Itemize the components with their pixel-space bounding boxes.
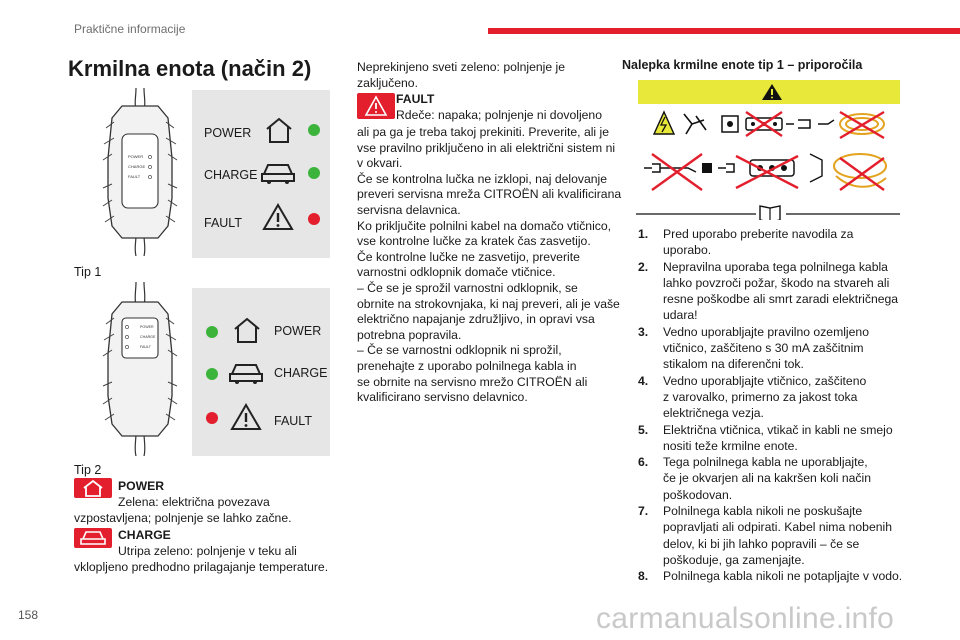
paragraph-line: kvalificirano servisno delavnico. <box>357 390 528 405</box>
paragraph-line: Ko priključite polnilni kabel na domačo vtičnico, <box>357 218 612 233</box>
paragraph-line: vse kontrolne lučke za kratek čas zasvetijo. <box>357 234 591 249</box>
panel-label-charge: CHARGE <box>274 366 328 380</box>
list-item: 4. Vedno uporabljajte vtičnico, zaščiteno z varovalko, primerno za jakost toka električnega vezja. <box>638 373 867 421</box>
car-icon <box>228 360 264 386</box>
sticker-pictograms <box>622 80 900 220</box>
figure-type2 <box>74 282 330 456</box>
section-title: Praktične informacije <box>74 22 186 36</box>
power-light <box>206 326 218 338</box>
power-text-line2: vzpostavljena; polnjenje se lahko začne. <box>74 511 292 525</box>
page-number: 158 <box>18 608 39 622</box>
panel-label-fault: FAULT <box>204 216 242 230</box>
sticker-illustration <box>622 80 900 220</box>
indicator-panel-type2 <box>192 288 330 456</box>
power-text-line1: Zelena: električna povezava <box>118 495 270 509</box>
unit-label-charge: CHARGE <box>140 335 156 339</box>
paragraph-line: varnostni odklopnik domače vtičnice. <box>357 265 556 280</box>
fault-light <box>308 213 320 225</box>
indicator-panel-type1 <box>192 90 330 258</box>
fault-text-line1: Rdeče: napaka; polnjenje ni dovoljeno <box>396 108 602 122</box>
list-item: 1. Pred uporabo preberite navodila za uporabo. <box>638 227 854 258</box>
charge-text-line1: Utripa zeleno: polnjenje v teku ali <box>118 544 297 558</box>
fault-light <box>206 412 218 424</box>
type2-label: Tip 2 <box>74 463 102 477</box>
warning-triangle-icon <box>262 202 294 232</box>
paragraph-line: preveri servisna mreža CITROËN ali kvalificirana <box>357 187 622 202</box>
panel-label-power: POWER <box>204 126 252 140</box>
list-item: 5. Električna vtičnica, vtikač in kabli ne smejo nositi teže krmilne enote. <box>638 422 893 453</box>
paragraph-line: se obrnite na servisno mrežo CITROËN ali <box>357 374 588 389</box>
paragraph-line: obrnite na strokovnjaka, ki naj preveri, ali je vaše <box>357 296 620 311</box>
watermark: carmanualsonline.info <box>596 602 895 635</box>
unit-label-charge: CHARGE <box>128 164 146 169</box>
page-title: Krmilna enota (način 2) <box>68 56 312 81</box>
unit-label-power: POWER <box>128 154 144 159</box>
list-item: 3. Vedno uporabljajte pravilno ozemljeno vtičnico, zaščiteno s 30 mA zaščitnim stikalom na diferenčni tok. <box>638 324 869 372</box>
list-item: 8. Polnilnega kabla nikoli ne potapljajte v vodo. <box>638 569 903 584</box>
control-unit-type1-illustration <box>92 88 188 256</box>
unit-label-fault: FAULT <box>140 345 151 349</box>
charge-text-line2: vklopljeno predhodno prilagajanje temperature. <box>74 560 329 574</box>
paragraph-line: ali pa ga je treba takoj prekiniti. Preverite, ali je <box>357 125 610 139</box>
fault-paragraph <box>357 125 632 406</box>
list-item: 6. Tega polnilnega kabla ne uporabljajte, če je okvarjen ali na kakršen koli način poškodovan. <box>638 455 871 502</box>
paragraph-line: Če se kontrolna lučka ne izklopi, naj delovanje <box>357 171 607 186</box>
list-item: 7. Polnilnega kabla nikoli ne poskušajte popravljati ali odpirati. Kabel nima nobenih delov, ki bi jih lahko popravili – če se poškoduje, ga zamenjajte. <box>638 504 892 567</box>
sticker-title: Nalepka krmilne enote tip 1 – priporočila <box>622 58 863 72</box>
paragraph-line: servisna delavnica. <box>357 202 461 217</box>
paragraph-line: – Če se varnostni odklopnik ni sprožil, <box>357 343 562 358</box>
paragraph-line: prenehajte z uporabo polnilnega kabla in <box>357 358 577 373</box>
panel-label-power: POWER <box>274 324 322 338</box>
panel-label-fault: FAULT <box>274 414 312 428</box>
paragraph-line: vse pravilno priključeno in ali električni sistem ni <box>357 140 616 155</box>
paragraph-line: Če kontrolne lučke ne zasvetijo, preverite <box>357 249 580 264</box>
fault-warning-icon <box>357 93 395 119</box>
intro-line2: zaključeno. <box>357 76 418 90</box>
house-icon <box>232 316 262 344</box>
list-item: 2. Nepravilna uporaba tega polnilnega kabla lahko povzroči požar, škodo na stvareh ali resne poškodbe ali smrt zaradi električnega udara! <box>638 259 899 323</box>
power-heading: POWER <box>118 479 165 493</box>
charge-car-icon <box>74 528 112 548</box>
charge-light <box>308 167 320 179</box>
fault-heading: FAULT <box>396 92 435 106</box>
charge-light <box>206 368 218 380</box>
paragraph-line: potrebna popravila. <box>357 327 462 342</box>
warning-triangle-icon <box>230 402 262 432</box>
panel-label-charge: CHARGE <box>204 168 258 182</box>
power-light <box>308 124 320 136</box>
paragraph-line: v okvari. <box>357 156 403 171</box>
intro-line1: Neprekinjeno sveti zeleno: polnjenje je <box>357 60 565 74</box>
unit-label-fault: FAULT <box>128 174 141 179</box>
house-icon <box>264 116 294 144</box>
power-house-icon <box>74 478 112 498</box>
type1-label: Tip 1 <box>74 265 102 279</box>
paragraph-line: električno napajanje združljivo, in opravi vsa <box>357 312 595 327</box>
unit-label-power: POWER <box>140 325 154 329</box>
control-unit-type2-illustration <box>92 282 188 456</box>
header-accent-bar <box>488 28 960 34</box>
recommendations-list <box>638 226 913 585</box>
figure-type1 <box>74 84 330 258</box>
car-icon <box>260 160 296 186</box>
paragraph-line: – Če se je sprožil varnostni odklopnik, se <box>357 280 578 295</box>
charge-heading: CHARGE <box>118 528 171 542</box>
